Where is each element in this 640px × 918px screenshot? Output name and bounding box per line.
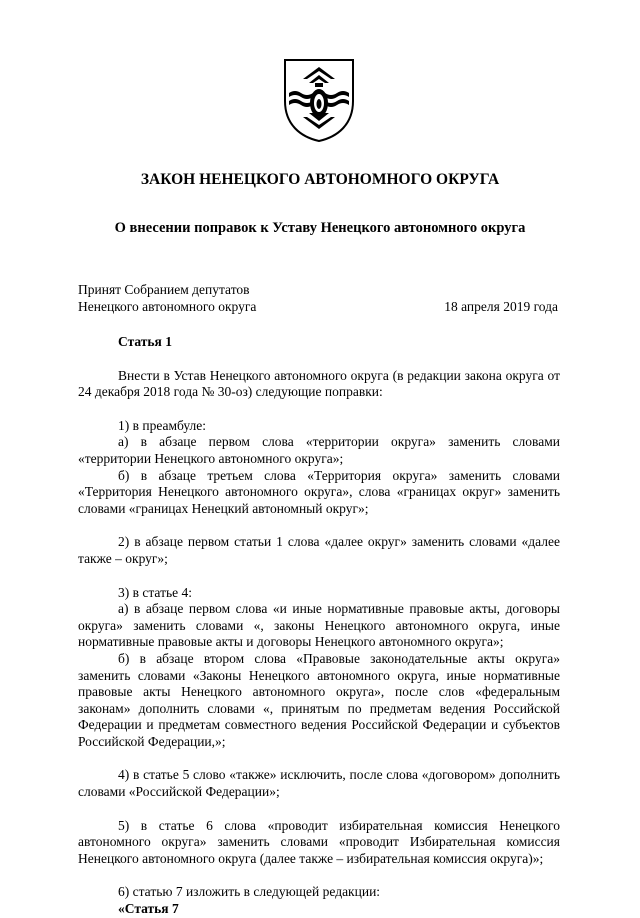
adoption-info (78, 281, 256, 315)
item-3-heading: 3) в статье 4: (118, 584, 192, 600)
document-subtitle: О внесении поправок к Уставу Ненецкого автономного округа (114, 220, 526, 236)
item-1-b: б) в абзаце третьем слова «Территория округа» заменить словами «Территория Ненецкого автономного округа», слова «границах округ» заменить словами «границах Ненецкий автономный округ»; (78, 467, 560, 516)
document-title: ЗАКОН НЕНЕЦКОГО АВТОНОМНОГО ОКРУГА (140, 171, 500, 188)
item-4: 4) в статье 5 слово «также» исключить, после слова «договором» дополнить словами «Российской Федерации»; (78, 767, 560, 800)
item-3-a: а) в абзаце первом слова «и иные нормативные правовые акты, договоры округа» заменить словами «, законы Ненецкого автономного округа, иные нормативные правовые акты и договоры Ненецкого автономного округа»; (78, 601, 560, 650)
item-5: 5) в статье 6 слова «проводит избирательная комиссия Ненецкого автономного округа» заменить словами «проводит Избирательная комиссия Ненецкого автономного округа (далее также – избирательная комиссия округа)»; (78, 817, 560, 866)
item-6-quote-heading: «Статья 7 (118, 901, 179, 917)
item-6: 6) статью 7 изложить в следующей редакции: (118, 884, 381, 900)
article-heading: Статья 1 (118, 334, 172, 349)
item-1-heading: 1) в преамбуле: (118, 417, 207, 433)
adopted-by-body: Ненецкого автономного округа (78, 299, 257, 314)
adoption-date: 18 апреля 2019 года (444, 299, 558, 314)
adopted-by-line: Принят Собранием депутатов (78, 282, 250, 297)
item-2: 2) в абзаце первом статьи 1 слова «далее округ» заменить словами «далее также – округ»; (78, 534, 560, 566)
item-3-b: б) в абзаце втором слова «Правовые законодательные акты округа» заменить словами «Законы Ненецкого автономного округа, иные нормативные правовые акты Ненецкого автономного округа», после слов «федеральным законам» дополнить словами «, принятым по предметам ведения Российской Федерации и предметам совместного ведения Российской Федерации и субъектов Российской Федерации,»; (78, 650, 560, 749)
intro-paragraph: Внести в Устав Ненецкого автономного округа (в редакции закона округа от 24 декабря 2018 года № 30-оз) следующие поправки: (78, 367, 560, 400)
document-body (78, 334, 560, 918)
item-1-a: а) в абзаце первом слова «территории округа» заменить словами «территории Ненецкого автономного округа»; (78, 434, 560, 466)
coat-of-arms-icon (281, 57, 357, 143)
